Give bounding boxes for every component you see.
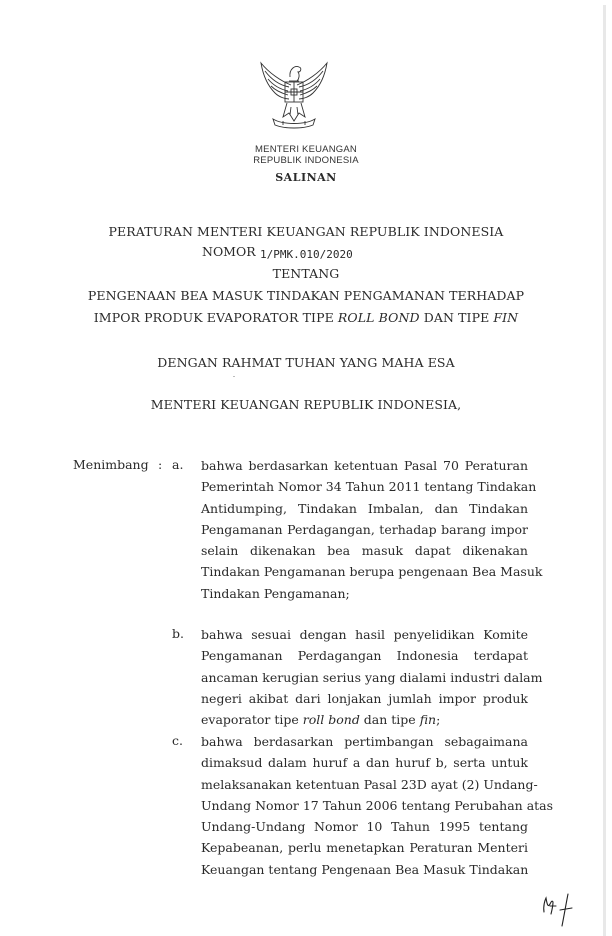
ministry-name-line2: REPUBLIK INDONESIA <box>253 155 359 166</box>
garuda-emblem-icon <box>253 55 335 135</box>
considerations-colon: : <box>158 457 163 472</box>
italic-fin: fin <box>419 712 437 728</box>
ministry-name-line1: MENTERI KEUANGAN <box>255 144 357 155</box>
paragraph-line: Pengamanan Perdagangan, terhadap barang impor <box>201 521 528 537</box>
paragraph-line: dimaksud dalam huruf a dan huruf b, serta untuk <box>201 755 528 771</box>
item-marker-b: b. <box>172 626 184 641</box>
paragraph-line: melaksanakan ketentuan Pasal 23D ayat (2) Undang- <box>201 776 538 792</box>
line-text: dan tipe <box>359 712 420 728</box>
paragraph-line: bahwa sesuai dengan hasil penyelidikan Komite <box>201 627 528 642</box>
paragraph-line: bahwa berdasarkan pertimbangan sebagaimana <box>201 734 528 749</box>
paragraph-line: bahwa berdasarkan ketentuan Pasal 70 Peraturan <box>201 458 528 473</box>
consideration-item-a <box>201 455 543 604</box>
item-marker-a: a. <box>172 457 184 472</box>
subject-italic-roll-bond: ROLL BOND <box>337 310 420 325</box>
subject-italic-fin: FIN <box>493 310 519 325</box>
paragraph-line: Undang Nomor 17 Tahun 2006 tentang Perubahan atas <box>201 797 554 813</box>
consideration-item-c <box>201 731 554 880</box>
authority-text: MENTERI KEUANGAN REPUBLIK INDONESIA, <box>150 397 462 412</box>
invocation-text: DENGAN RAHMAT TUHAN YANG MAHA ESA <box>157 355 455 370</box>
regulation-subject-line2 <box>0 310 612 325</box>
paragraph-line <box>201 709 528 730</box>
paragraph-line: Antidumping, Tindakan Imbalan, dan Tindakan <box>201 500 528 516</box>
scan-speck <box>233 376 235 377</box>
paragraph-line: negeri akibat dari lonjakan jumlah impor produk <box>201 690 528 706</box>
regulation-tentang: TENTANG <box>272 266 340 281</box>
paragraph-line: Keuangan tentang Pengenaan Bea Masuk Tindakan <box>201 861 529 877</box>
copy-stamp-label: SALINAN <box>275 171 337 184</box>
paragraph-line: Pengamanan Perdagangan Indonesia terdapat <box>201 648 528 664</box>
regulation-subject-line1: PENGENAAN BEA MASUK TINDAKAN PENGAMANAN TERHADAP <box>87 288 525 303</box>
paragraph-line: Kepabeanan, perlu menetapkan Peraturan Menteri <box>201 840 528 856</box>
subject-text: DAN TIPE <box>419 310 494 325</box>
subject-text: IMPOR PRODUK EVAPORATOR TIPE <box>93 310 338 325</box>
paragraph-line: selain dikenakan bea masuk dapat dikenakan <box>201 543 528 559</box>
regulation-title: PERATURAN MENTERI KEUANGAN REPUBLIK INDONESIA <box>108 224 504 239</box>
paragraph-line: Pemerintah Nomor 34 Tahun 2011 tentang Tindakan <box>201 479 537 495</box>
regulation-number-label: NOMOR <box>202 244 256 259</box>
line-text: ; <box>436 712 441 728</box>
considerations-label: Menimbang <box>73 457 149 472</box>
paragraph-line: ancaman kerugian serius yang dialami industri dalam <box>201 669 543 685</box>
paragraph-line: Tindakan Pengamanan berupa pengenaan Bea Masuk <box>201 564 543 580</box>
handwritten-initials-icon <box>540 890 580 930</box>
consideration-item-b <box>201 624 543 730</box>
regulation-number-value: 1/PMK.010/2020 <box>260 248 353 261</box>
item-marker-c: c. <box>172 733 183 748</box>
line-text: evaporator tipe <box>201 712 303 728</box>
paragraph-line: Undang-Undang Nomor 10 Tahun 1995 tentang <box>201 819 528 835</box>
italic-roll-bond: roll bond <box>302 712 360 728</box>
paragraph-line: Tindakan Pengamanan; <box>201 585 350 601</box>
